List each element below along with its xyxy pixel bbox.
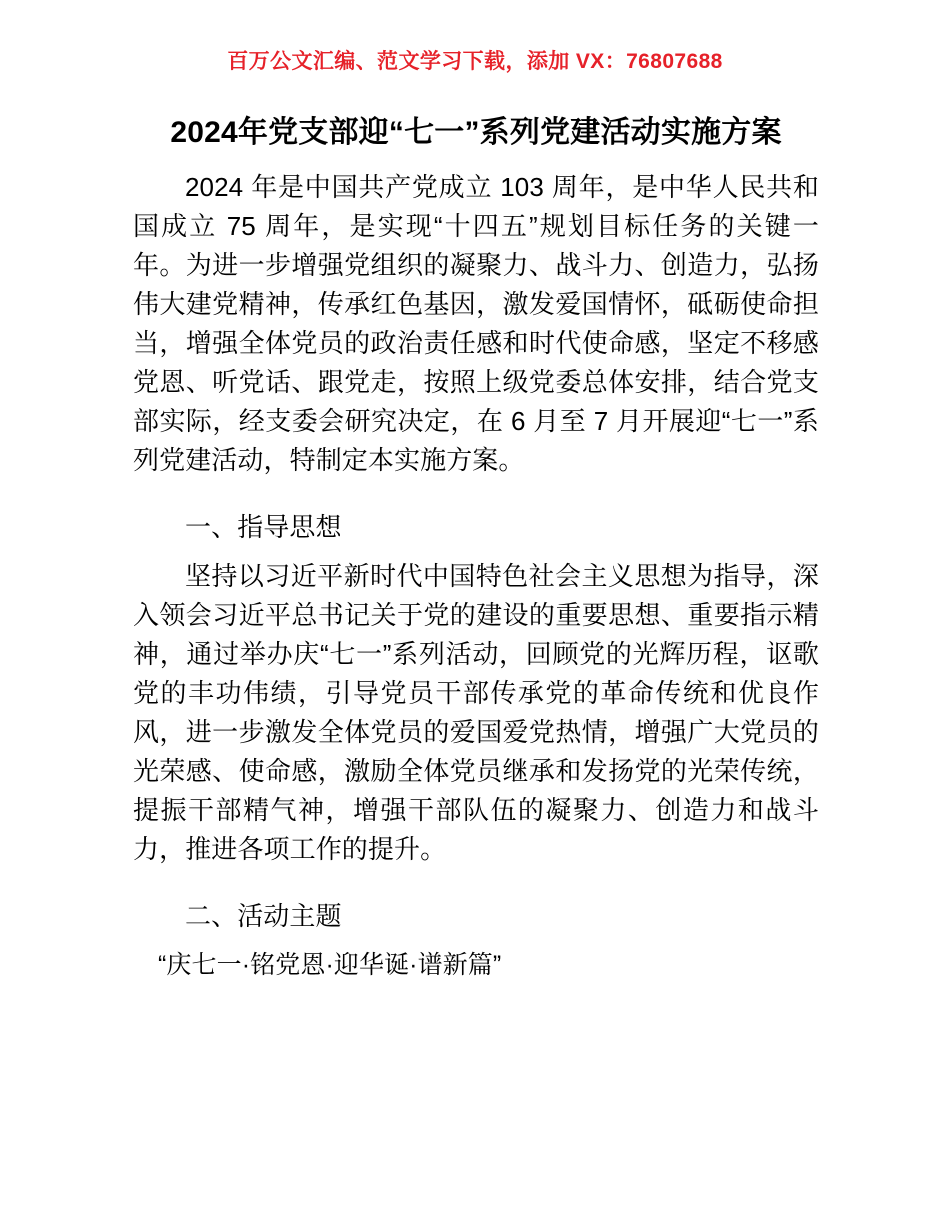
section-body-activity-theme: “庆七一·铭党恩·迎华诞·谱新篇” [158,951,502,979]
spacer [133,480,819,490]
document-body [133,112,819,985]
promo-banner-text: 百万公文汇编、范文学习下载，添加 VX：76807688 [227,50,723,73]
document-title: 2024年党支部迎“七一”系列党建活动实施方案 [170,116,782,149]
intro-paragraph: 2024 年是中国共产党成立 103 周年，是中华人民共和国成立 75 周年，是实现“十四五”规划目标任务的关键一年。为进一步增强党组织的凝聚力、战斗力、创造力，弘扬伟大建党精神，传承红色基因，激发爱国情怀，砥砺使命担当，增强全体党员的政治责任感和时代使命感，坚定不移感党恩、听党话、跟党走，按照上级党委总体安排，结合党支部实际，经支委会研究决定，在 6 月至 7 月开展迎“七一”系列党建活动，特制定本实施方案。 [133,172,819,475]
section-heading-guiding-thought: 一、指导思想 [185,512,342,542]
section-heading-activity-theme: 二、活动主题 [185,901,342,931]
section-body-guiding-thought: 坚持以习近平新时代中国特色社会主义思想为指导，深入领会习近平总书记关于党的建设的重要思想、重要指示精神，通过举办庆“七一”系列活动，回顾党的光辉历程，讴歌党的丰功伟绩，引导党员干部传承党的革命传统和优良作风，进一步激发全体党员的爱国爱党热情，增强广大党员的光荣感、使命感，激励全体党员继承和发扬党的光荣传统，提振干部精气神，增强干部队伍的凝聚力、创造力和战斗力，推进各项工作的提升。 [133,561,819,864]
spacer [133,869,819,879]
